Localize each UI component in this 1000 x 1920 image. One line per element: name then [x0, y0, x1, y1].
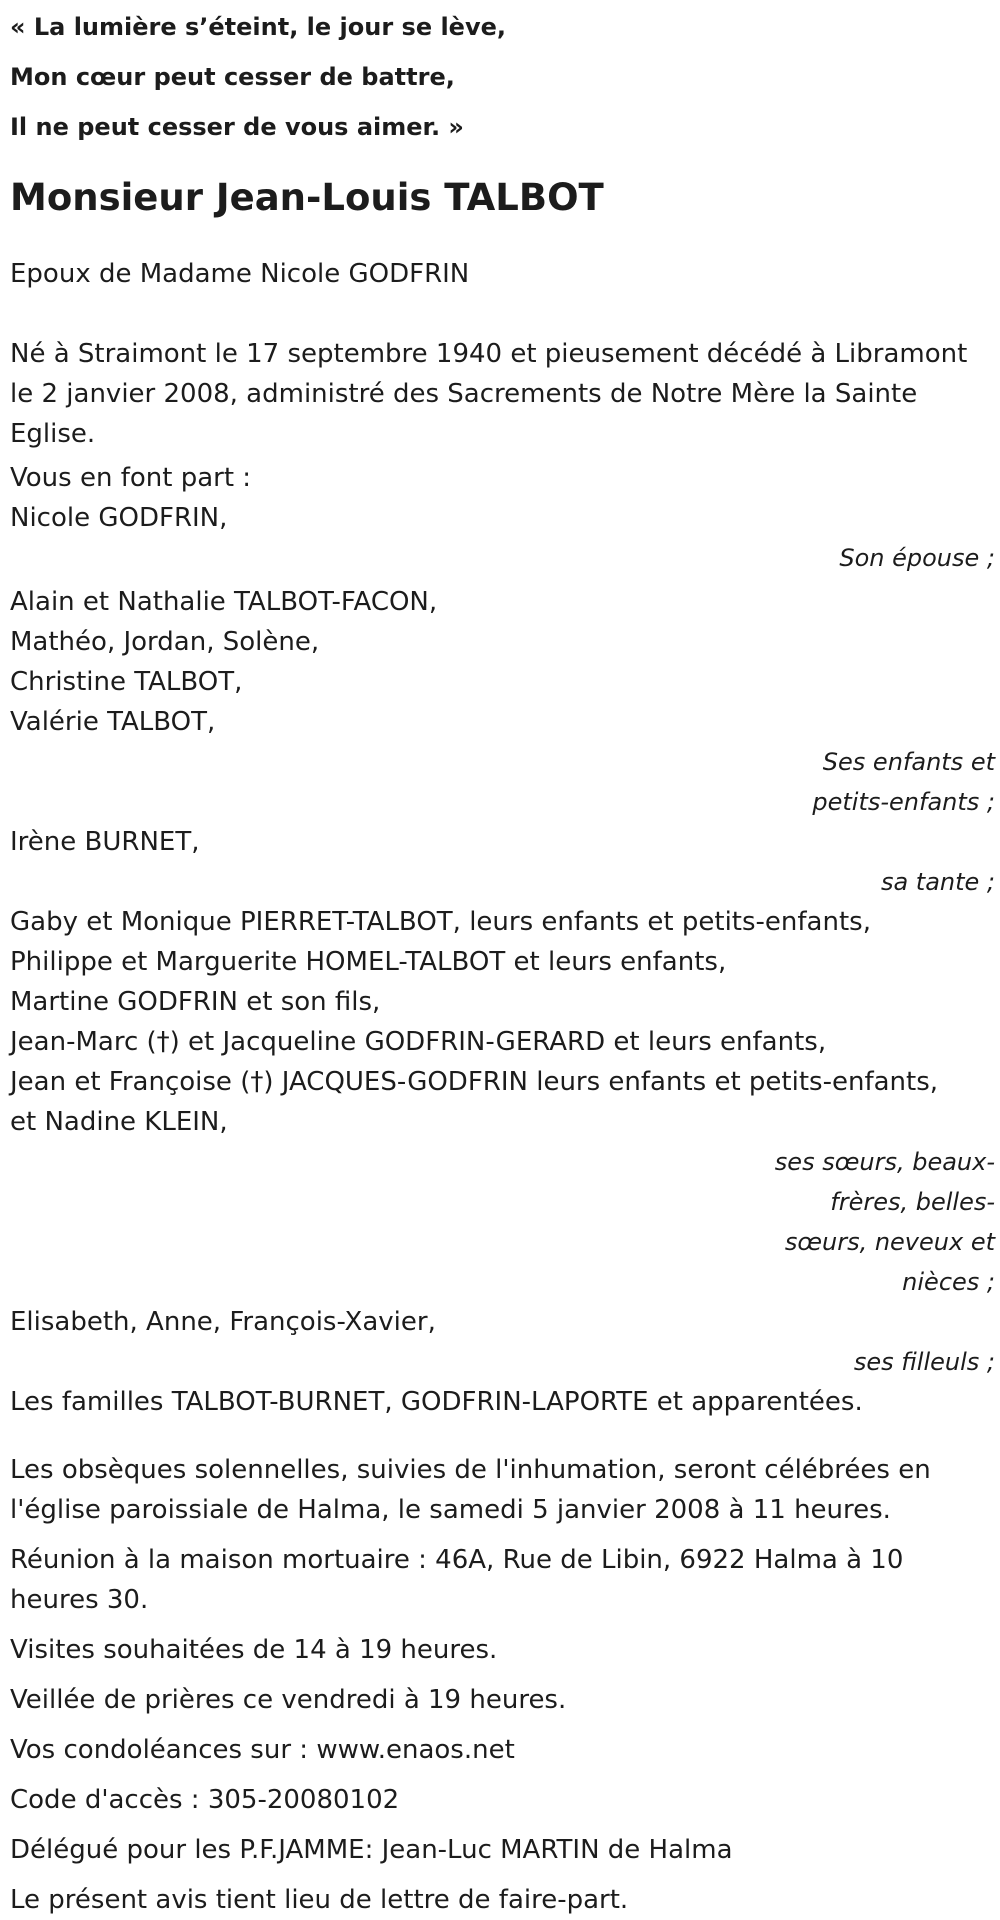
family-name-line: Gaby et Monique PIERRET-TALBOT, leurs enfants et petits-enfants,	[10, 907, 871, 937]
family-role: ses sœurs, beaux-	[774, 1148, 995, 1176]
funeral-text: Les obsèques solennelles, suivies de l'inhumation, seront célébrées en l'église paroissiale de Halma, le samedi 5 janvier 2008 à 11 heures.	[10, 1455, 931, 1525]
family-name-line: Jean et Françoise (†) JACQUES-GODFRIN leurs enfants et petits-enfants,	[10, 1067, 939, 1097]
condolences-text: Vos condoléances sur : www.enaos.net	[10, 1735, 515, 1765]
closing-text: Le présent avis tient lieu de lettre de faire-part.	[10, 1885, 629, 1915]
quote-line: Mon cœur peut cesser de battre,	[10, 63, 455, 91]
deceased-name: Monsieur Jean-Louis TALBOT	[10, 176, 604, 219]
family-group	[10, 902, 995, 1302]
meeting-text: Réunion à la maison mortuaire : 46A, Rue de Libin, 6922 Halma à 10 heures 30.	[10, 1545, 904, 1615]
families-line: Les familles TALBOT-BURNET, GODFRIN-LAPORTE et apparentées.	[10, 1387, 863, 1417]
vigil-text: Veillée de prières ce vendredi à 19 heures.	[10, 1685, 567, 1715]
quote-line: Il ne peut cesser de vous aimer. »	[10, 113, 464, 141]
family-name-line: Elisabeth, Anne, François-Xavier,	[10, 1307, 436, 1337]
family-name-line: Jean-Marc (†) et Jacqueline GODFRIN-GERARD et leurs enfants,	[10, 1027, 827, 1057]
access-code-text: Code d'accès : 305-20080102	[10, 1785, 400, 1815]
family-group	[10, 1302, 995, 1382]
spouse-line: Epoux de Madame Nicole GODFRIN	[10, 259, 470, 289]
family-name-line: Irène BURNET,	[10, 827, 200, 857]
family-name-line: Philippe et Marguerite HOMEL-TALBOT et leurs enfants,	[10, 947, 727, 977]
family-role: Ses enfants et	[822, 748, 995, 776]
family-name-line: et Nadine KLEIN,	[10, 1107, 228, 1137]
family-role: sœurs, neveux et	[784, 1228, 995, 1256]
birth-death-text: Né à Straimont le 17 septembre 1940 et pieusement décédé à Libramont le 2 janvier 2008, administré des Sacrements de Notre Mère la Sainte Eglise.	[10, 339, 968, 449]
delegate-text: Délégué pour les P.F.JAMME: Jean-Luc MARTIN de Halma	[10, 1835, 733, 1865]
family-name-line: Valérie TALBOT,	[10, 707, 216, 737]
family-role: nièces ;	[902, 1268, 995, 1296]
quote-line: « La lumière s’éteint, le jour se lève,	[10, 13, 506, 41]
announce-intro: Vous en font part :	[10, 463, 252, 493]
family-role: petits-enfants ;	[812, 788, 995, 816]
visits-text: Visites souhaitées de 14 à 19 heures.	[10, 1635, 498, 1665]
family-name-line: Nicole GODFRIN,	[10, 503, 228, 533]
family-name-line: Christine TALBOT,	[10, 667, 243, 697]
family-name-line: Mathéo, Jordan, Solène,	[10, 627, 320, 657]
family-name-line: Martine GODFRIN et son fils,	[10, 987, 381, 1017]
family-group	[10, 582, 995, 822]
epigraph-quote	[10, 0, 990, 152]
family-name-line: Alain et Nathalie TALBOT-FACON,	[10, 587, 438, 617]
family-group	[10, 498, 995, 578]
family-role: ses filleuls ;	[853, 1348, 995, 1376]
family-role: frères, belles-	[830, 1188, 995, 1216]
family-role: Son épouse ;	[839, 544, 995, 572]
family-group	[10, 822, 995, 902]
family-role: sa tante ;	[880, 868, 995, 896]
